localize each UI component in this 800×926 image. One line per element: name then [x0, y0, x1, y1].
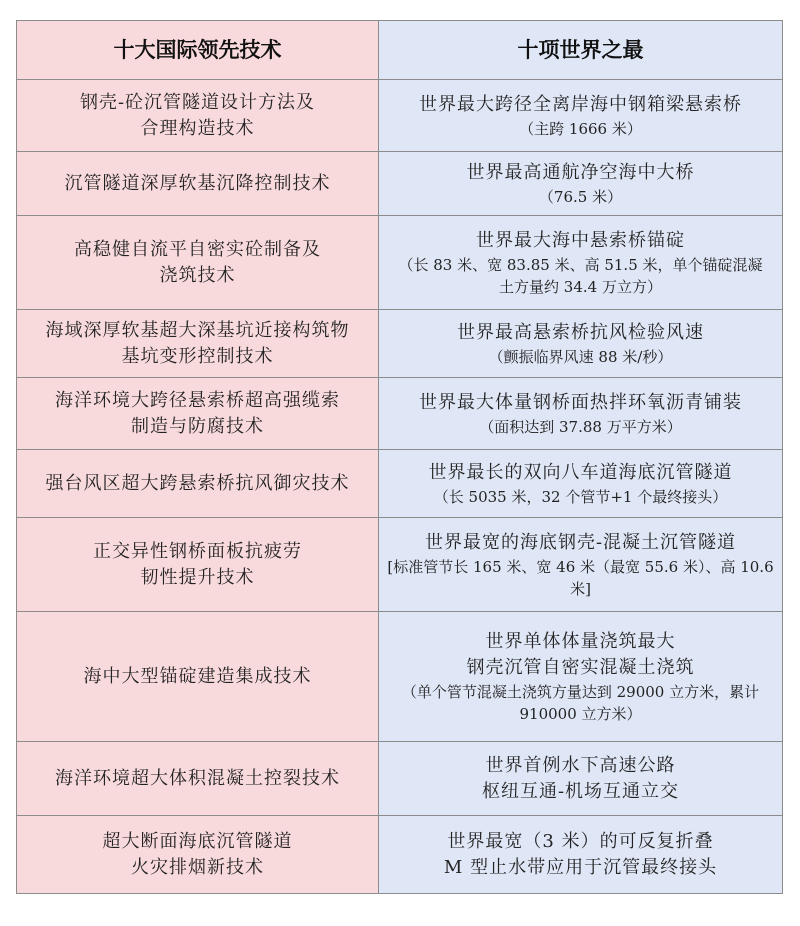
table-row	[17, 816, 783, 894]
table-row	[17, 612, 783, 742]
technology-cell	[17, 310, 379, 378]
record-detail: （76.5 米）	[538, 187, 623, 206]
record-detail: （面积达到 37.88 万平方米）	[479, 417, 682, 436]
technology-line: 超大断面海底沉管隧道	[102, 830, 293, 852]
record-detail: 米]	[570, 579, 591, 598]
technology-cell	[17, 450, 379, 518]
table-row	[17, 450, 783, 518]
record-line: 世界最长的双向八车道海底沉管隧道	[428, 461, 733, 483]
technology-cell	[17, 612, 379, 742]
table-row	[17, 742, 783, 816]
record-detail: （颤振临界风速 88 米/秒）	[488, 347, 673, 366]
header-right: 十项世界之最	[379, 21, 783, 80]
record-detail: [标准管节长 165 米、宽 46 米（最宽 55.6 米）、高 10.6	[387, 557, 774, 576]
technology-cell	[17, 216, 379, 310]
record-line: 世界最大海中悬索桥锚碇	[476, 229, 685, 251]
record-cell	[379, 80, 783, 152]
record-line: 世界最大体量钢桥面热拌环氧沥青铺装	[419, 391, 742, 413]
record-cell	[379, 612, 783, 742]
record-line: 世界最高通航净空海中大桥	[466, 161, 695, 183]
technology-line: 海洋环境超大体积混凝土控裂技术	[55, 767, 340, 789]
record-line: 世界最高悬索桥抗风检验风速	[457, 321, 704, 343]
technology-line: 海中大型锚碇建造集成技术	[83, 665, 312, 687]
record-cell	[379, 216, 783, 310]
table-body	[17, 80, 783, 894]
technology-line: 正交异性钢桥面板抗疲劳	[93, 540, 302, 562]
table-row	[17, 152, 783, 216]
technology-cell	[17, 742, 379, 816]
header-row	[17, 21, 783, 80]
table-row	[17, 378, 783, 450]
technology-cell	[17, 816, 379, 894]
record-detail: （单个管节混凝土浇筑方量达到 29000 立方米，累计	[401, 682, 760, 701]
record-detail: （长 5035 米，32 个管节+1 个最终接头）	[433, 487, 728, 506]
record-cell	[379, 816, 783, 894]
technology-cell	[17, 152, 379, 216]
technology-line: 钢壳-砼沉管隧道设计方法及	[79, 91, 316, 113]
header-left: 十大国际领先技术	[17, 21, 379, 80]
record-line: 世界单体体量浇筑最大	[485, 630, 676, 652]
record-cell	[379, 450, 783, 518]
record-line: 世界首例水下高速公路	[485, 754, 676, 776]
technology-line: 沉管隧道深厚软基沉降控制技术	[64, 172, 331, 194]
technology-line: 基坑变形控制技术	[121, 345, 274, 367]
record-line: 世界最宽（3 米）的可反复折叠	[447, 830, 714, 852]
technology-line: 制造与防腐技术	[131, 415, 264, 437]
technology-line: 强台风区超大跨悬索桥抗风御灾技术	[45, 472, 350, 494]
record-detail: 土方量约 34.4 万立方）	[499, 277, 662, 296]
record-cell	[379, 742, 783, 816]
table-row	[17, 80, 783, 152]
record-cell	[379, 518, 783, 612]
table-row	[17, 518, 783, 612]
technology-line: 韧性提升技术	[140, 566, 255, 588]
record-line: 钢壳沉管自密实混凝土浇筑	[466, 656, 695, 678]
record-detail: 910000 立方米）	[519, 704, 642, 723]
record-line: 枢纽互通-机场互通立交	[481, 780, 680, 802]
technology-line: 高稳健自流平自密实砼制备及	[74, 238, 321, 260]
comparison-table	[16, 20, 783, 894]
record-line: 世界最宽的海底钢壳-混凝土沉管隧道	[424, 531, 737, 553]
record-line: 世界最大跨径全离岸海中钢箱梁悬索桥	[419, 93, 742, 115]
technology-line: 海洋环境大跨径悬索桥超高强缆索	[55, 389, 340, 411]
record-detail: （主跨 1666 米）	[519, 119, 642, 138]
record-cell	[379, 378, 783, 450]
technology-cell	[17, 518, 379, 612]
technology-cell	[17, 378, 379, 450]
record-cell	[379, 152, 783, 216]
record-line: M 型止水带应用于沉管最终接头	[443, 856, 718, 878]
technology-line: 火灾排烟新技术	[131, 856, 264, 878]
record-detail: （长 83 米、宽 83.85 米、高 51.5 米，单个锚碇混凝	[398, 255, 763, 274]
table-row	[17, 310, 783, 378]
technology-cell	[17, 80, 379, 152]
record-cell	[379, 310, 783, 378]
technology-line: 合理构造技术	[140, 117, 255, 139]
table-row	[17, 216, 783, 310]
technology-line: 浇筑技术	[159, 264, 236, 286]
technology-line: 海域深厚软基超大深基坑近接构筑物	[45, 319, 350, 341]
